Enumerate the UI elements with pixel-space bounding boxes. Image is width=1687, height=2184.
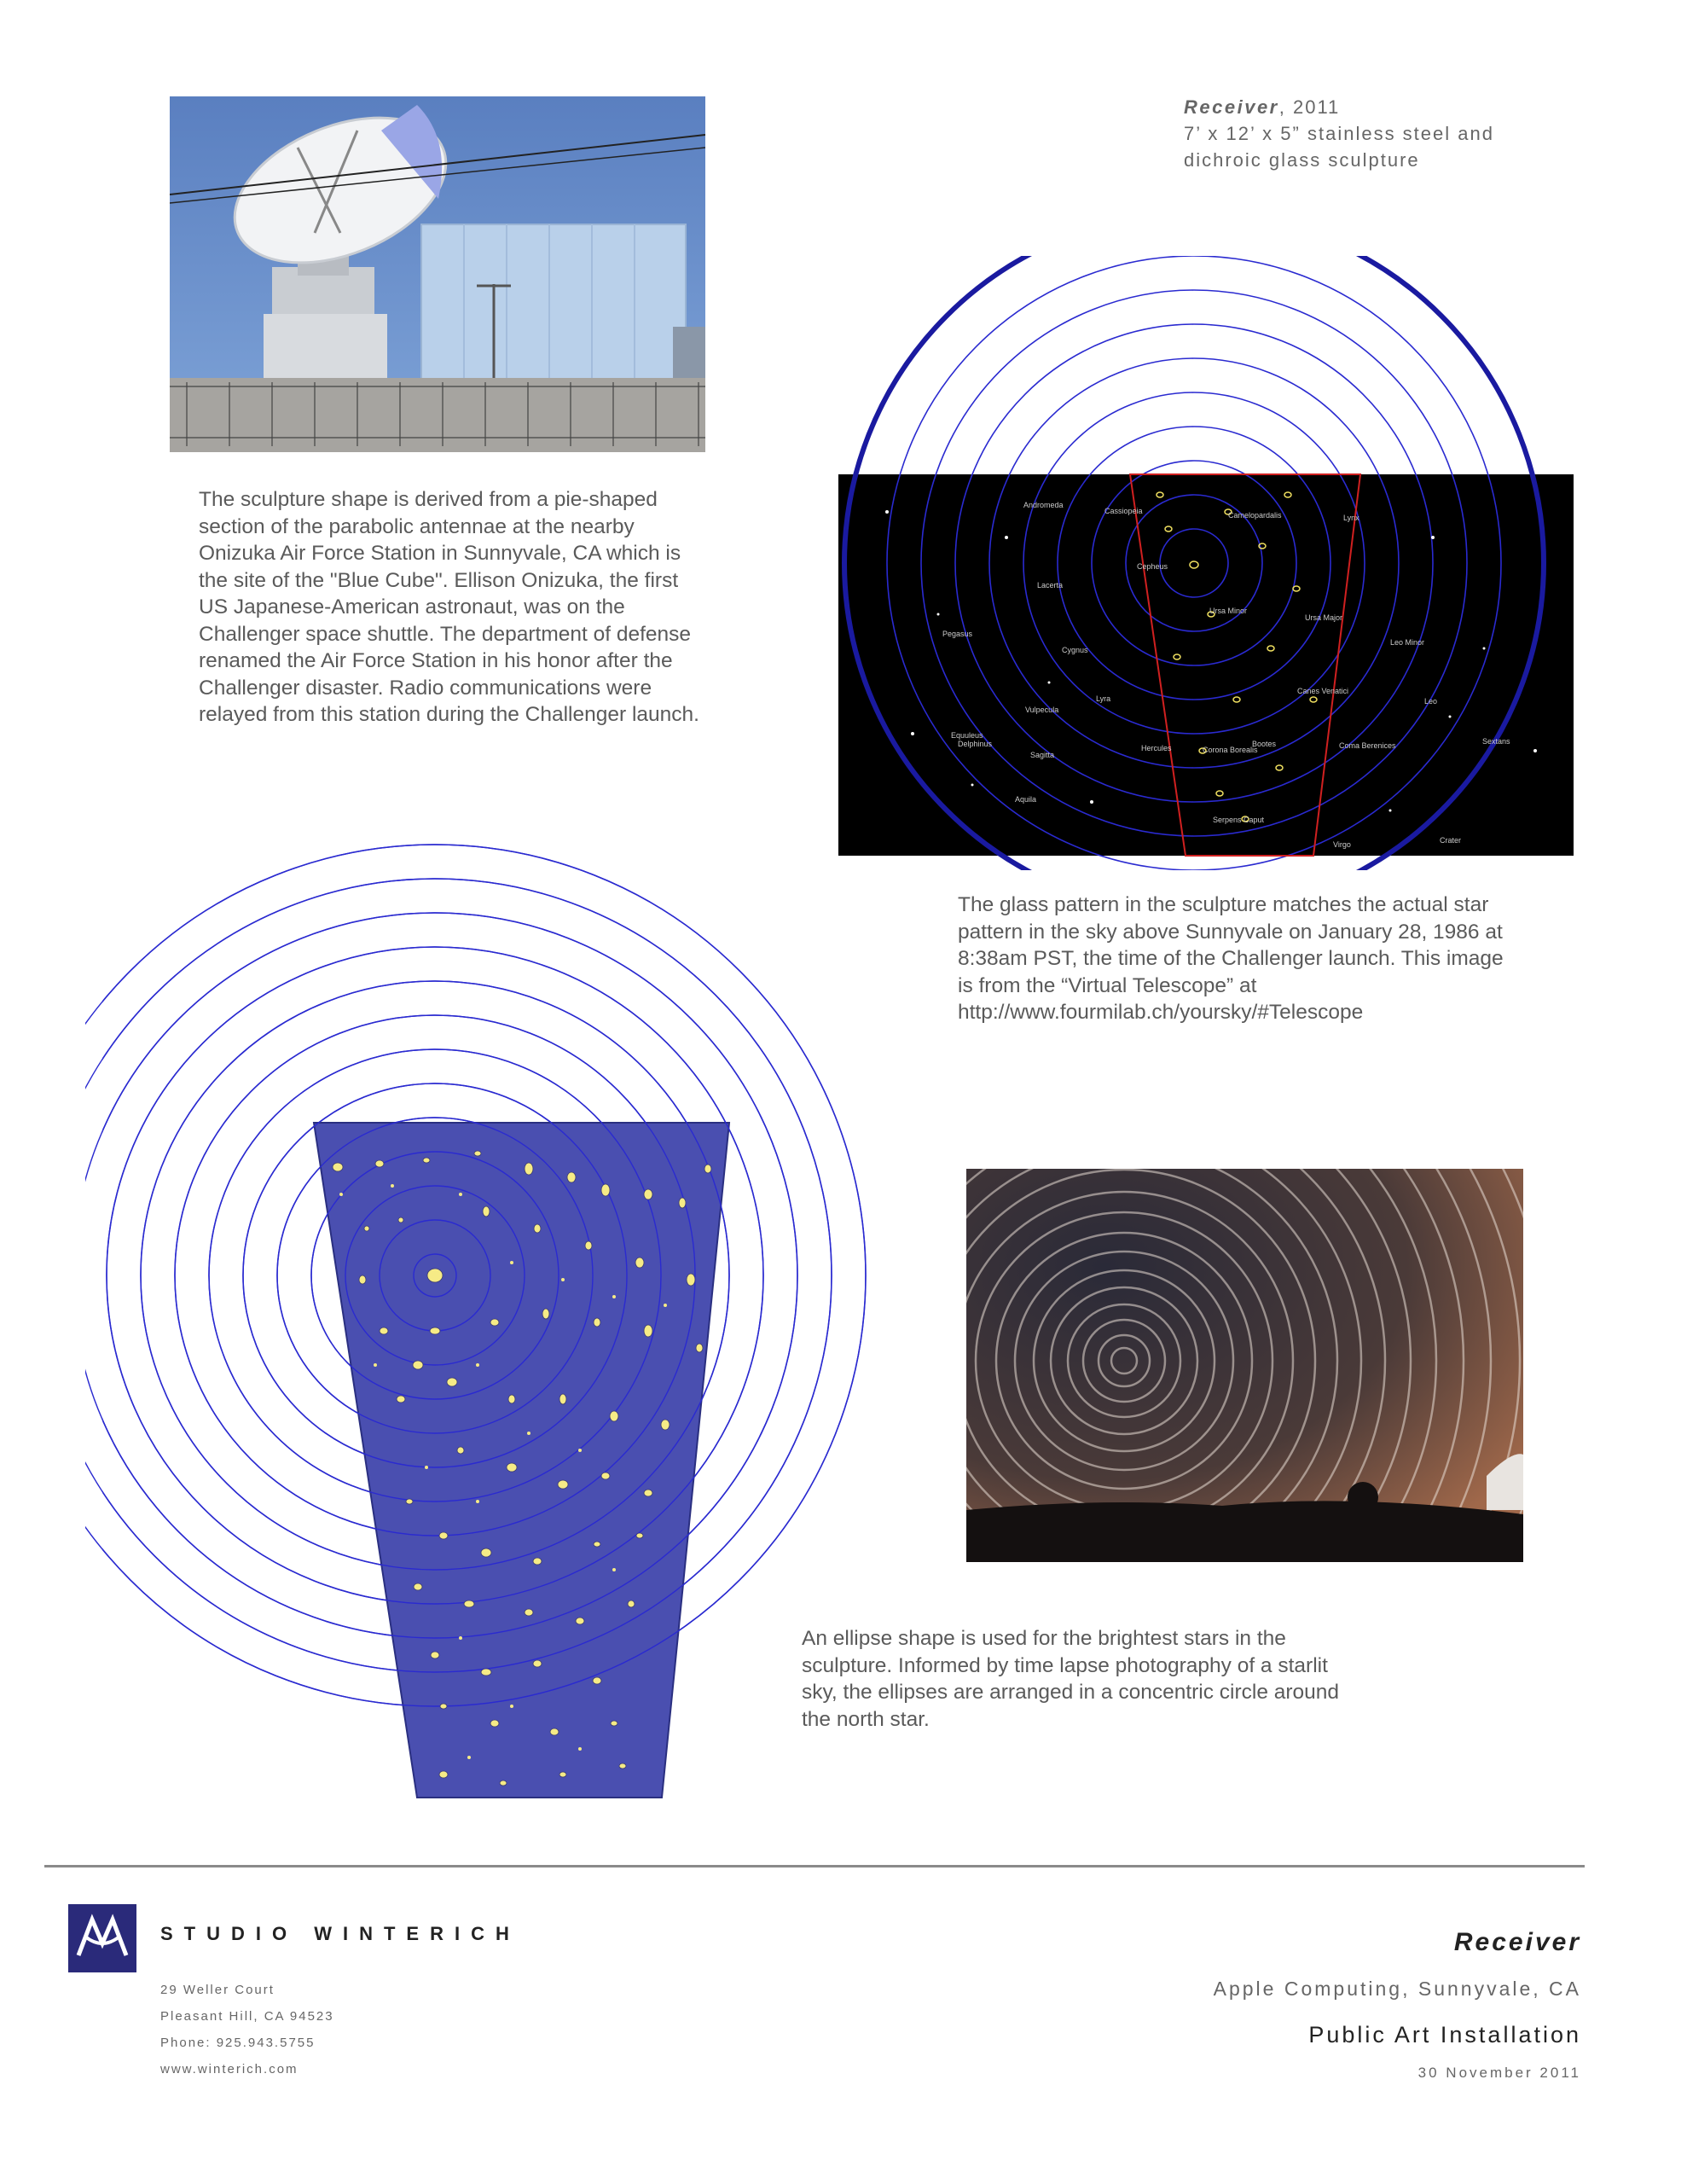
glass-pattern-paragraph: The glass pattern in the sculpture matches the actual star pattern in the sky above Sunnyvale on January 28, 1986 at 8:38am PST, the time of the Challenger launch. This image is from the “Virtual Telescope” at http://www.fourmilab.ch/yoursky/#Telescope [958,893,1504,1024]
const-label: Virgo [1333,840,1351,849]
const-label: Leo Minor [1390,638,1425,647]
const-label: Corona Borealis [1203,746,1258,754]
antenna-paragraph: The sculpture shape is derived from a pie-shaped section of the parabolic antennae at the nearby Onizuka Air Force Station in Sunnyvale, CA which is the site of the "Blue Cube". Ellison Onizuka, the first US Japanese-American astronaut, was on the Challenger space shuttle. The department of defense renamed the Air Force Station in his honor after the Challenger disaster. Radio communications were relayed from this station during the Challenger launch. [199,488,699,726]
const-label: Canes Venatici [1297,687,1349,695]
work-type: Public Art Installation [1308,2022,1581,2048]
work-title: Receiver [1453,1928,1581,1956]
const-label: Coma Berenices [1339,741,1396,750]
website-link[interactable]: www.winterich.com [160,2062,299,2077]
const-label: Cepheus [1137,562,1168,571]
const-label: Equuleus [951,731,983,740]
const-label: Ursa Major [1305,613,1343,622]
const-label: Delphinus [958,740,993,748]
star-trail-photo [966,1169,1523,1562]
caption-dimensions: 7’ x 12’ x 5” stainless steel and [1184,123,1494,144]
const-label: Hercules [1141,744,1172,752]
const-label: Sagitta [1030,751,1055,759]
const-label: Leo [1424,697,1438,706]
const-label: Aquila [1015,795,1037,804]
const-label: Camelopardalis [1228,511,1282,520]
address-line-1: 29 Weller Court [160,1983,275,1997]
caption-materials: dichroic glass sculpture [1184,149,1420,171]
phone: Phone: 925.943.5755 [160,2036,316,2050]
studio-logo-icon [67,1902,138,1974]
const-label: Sextans [1482,737,1510,746]
const-label: Lacerta [1037,581,1064,590]
sculpture-illustration [85,802,921,1826]
const-label: Pegasus [942,630,973,638]
const-label: Vulpecula [1025,706,1059,714]
const-label: Lynx [1343,514,1359,522]
artwork-caption [1184,94,1494,173]
star-map-figure [836,256,1586,870]
const-label: Bootes [1252,740,1277,748]
const-label: Cygnus [1062,646,1088,654]
ellipse-paragraph: An ellipse shape is used for the brightest stars in the sculpture. Informed by time lapse photography of a starlit sky, the ellipses are arranged in a concentric circle around the north star. [802,1627,1340,1731]
const-label: Crater [1440,836,1462,845]
const-label: Cassiopeia [1104,507,1143,515]
const-label: Serpens Caput [1213,816,1265,824]
caption-year: , 2011 [1278,96,1341,118]
work-date: 30 November 2011 [1417,2065,1581,2081]
caption-title: Receiver [1184,96,1279,118]
antenna-photo [170,96,705,452]
const-label: Lyra [1096,694,1111,703]
footer-divider [44,1865,1585,1867]
address-line-2: Pleasant Hill, CA 94523 [160,2009,334,2024]
const-label: Andromeda [1023,501,1064,509]
const-label: Ursa Minor [1209,607,1248,615]
studio-name: STUDIO WINTERICH [160,1923,520,1944]
work-location: Apple Computing, Sunnyvale, CA [1213,1978,1581,2000]
